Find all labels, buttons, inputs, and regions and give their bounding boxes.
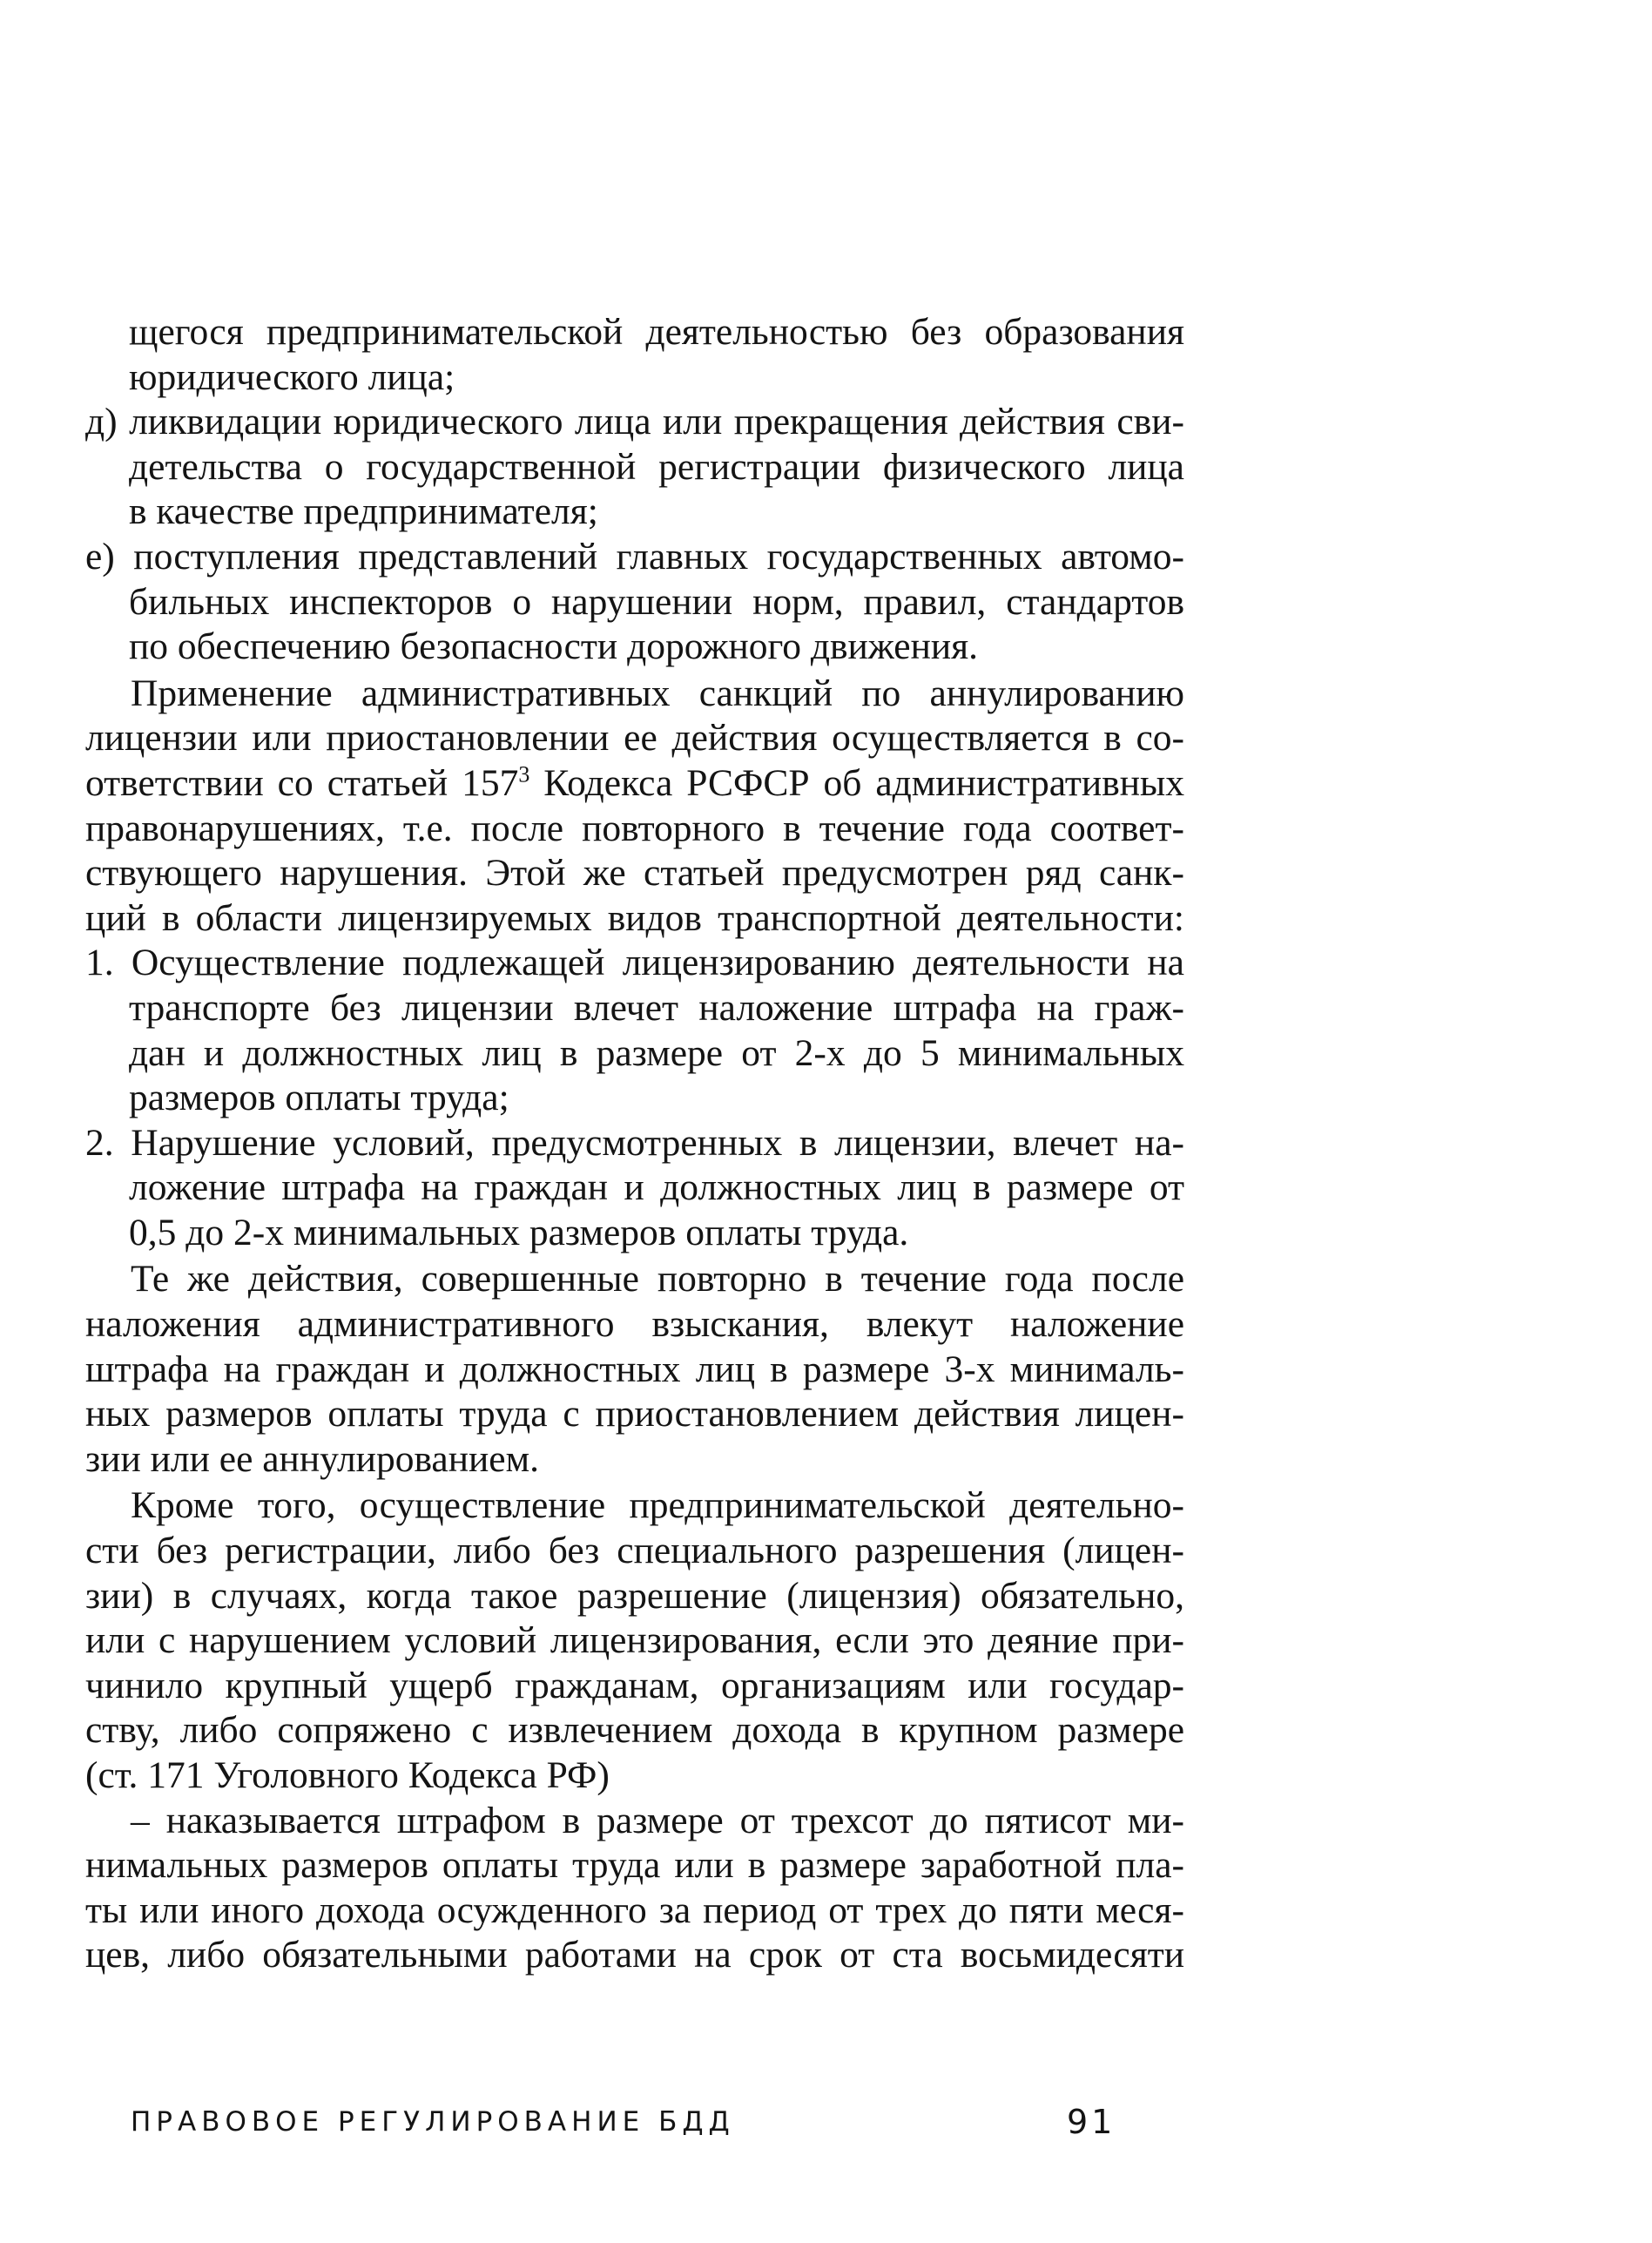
text-line: зии или ее аннулированием.: [85, 1437, 539, 1480]
text-line: ты или иного дохода осужденного за период от трех до пяти меся-: [85, 1888, 1184, 1931]
text-line: лицензии или приостановлении ее действия осуществляется в со-: [85, 717, 1184, 760]
text-line: транспорте без лицензии влечет наложение штрафа на граж-: [129, 986, 1184, 1029]
text-line: ложение штрафа на граждан и должностных лиц в размере от: [129, 1166, 1184, 1209]
paragraph-start: Применение административных санкций по аннулированию: [131, 672, 1184, 714]
text-line: ций в области лицензируемых видов транспортной деятельности:: [85, 896, 1184, 939]
text-line: (ст. 171 Уголовного Кодекса РФ): [85, 1754, 610, 1796]
text-line: штрафа на граждан и должностных лиц в размере 3-х минималь-: [85, 1348, 1184, 1390]
paragraph-start: Кроме того, осуществление предпринимательской деятельно-: [131, 1484, 1184, 1527]
paragraph-start: – наказывается штрафом в размере от трехсот до пятисот ми-: [131, 1799, 1184, 1841]
text-line: 0,5 до 2-х минимальных размеров оплаты труда.: [129, 1211, 909, 1253]
text-line: зии) в случаях, когда такое разрешение (лицензия) обязательно,: [85, 1574, 1184, 1617]
running-title: ПРАВОВОЕ РЕГУЛИРОВАНИЕ БДД: [131, 2106, 735, 2138]
text-line: нимальных размеров оплаты труда или в размере заработной пла-: [85, 1844, 1184, 1887]
text-line: ствующего нарушения. Этой же статьей предусмотрен ряд санк-: [85, 852, 1184, 895]
text-line: размеров оплаты труда;: [129, 1077, 509, 1119]
text-line: дан и должностных лиц в размере от 2-х до 5 минимальных: [129, 1031, 1184, 1074]
text-line: правонарушениях, т.е. после повторного в течение года соответ-: [85, 807, 1184, 849]
list-item-d: д) ликвидации юридического лица или прекращения действия сви-: [85, 401, 1184, 443]
text-line: по обеспечению безопасности дорожного движения.: [129, 625, 979, 668]
text-line: сти без регистрации, либо без специального разрешения (лицен-: [85, 1530, 1184, 1572]
superscript: 3: [518, 761, 530, 787]
text-line: или с нарушением условий лицензирования, если это деяние при-: [85, 1619, 1184, 1662]
text-line: юридического лица;: [129, 355, 455, 398]
text-line: бильных инспекторов о нарушении норм, правил, стандартов: [129, 580, 1184, 623]
list-item-e: е) поступления представлений главных государственных автомо-: [85, 535, 1184, 578]
text-line: щегося предпринимательской деятельностью без образования: [129, 311, 1184, 353]
body-text: [85, 310, 1184, 1978]
text-line: в качестве предпринимателя;: [129, 490, 598, 533]
text-line: детельства о государственной регистрации физического лица: [129, 445, 1184, 488]
text-line: наложения административного взыскания, влекут наложение: [85, 1303, 1184, 1346]
page-footer: [131, 2103, 1141, 2141]
text-line: ных размеров оплаты труда с приостановлением действия лицен-: [85, 1393, 1184, 1436]
text-line-with-superscript: [85, 761, 1184, 807]
paragraph-start: Те же действия, совершенные повторно в течение года после: [131, 1258, 1184, 1301]
page-number: 91: [1067, 2103, 1116, 2141]
text-line: ству, либо сопряжено с извлечением дохода в крупном размере: [85, 1709, 1184, 1752]
text-fragment: Кодекса РСФСР об административных: [529, 761, 1184, 804]
list-item-1: 1. Осуществление подлежащей лицензированию деятельности на: [85, 942, 1184, 984]
text-fragment: ответствии со статьей 157: [85, 761, 519, 804]
text-line: чинило крупный ущерб гражданам, организациям или государ-: [85, 1664, 1184, 1706]
text-line: цев, либо обязательными работами на срок от ста восьмидесяти: [85, 1934, 1184, 1976]
list-item-2: 2. Нарушение условий, предусмотренных в лицензии, влечет на-: [85, 1121, 1184, 1164]
